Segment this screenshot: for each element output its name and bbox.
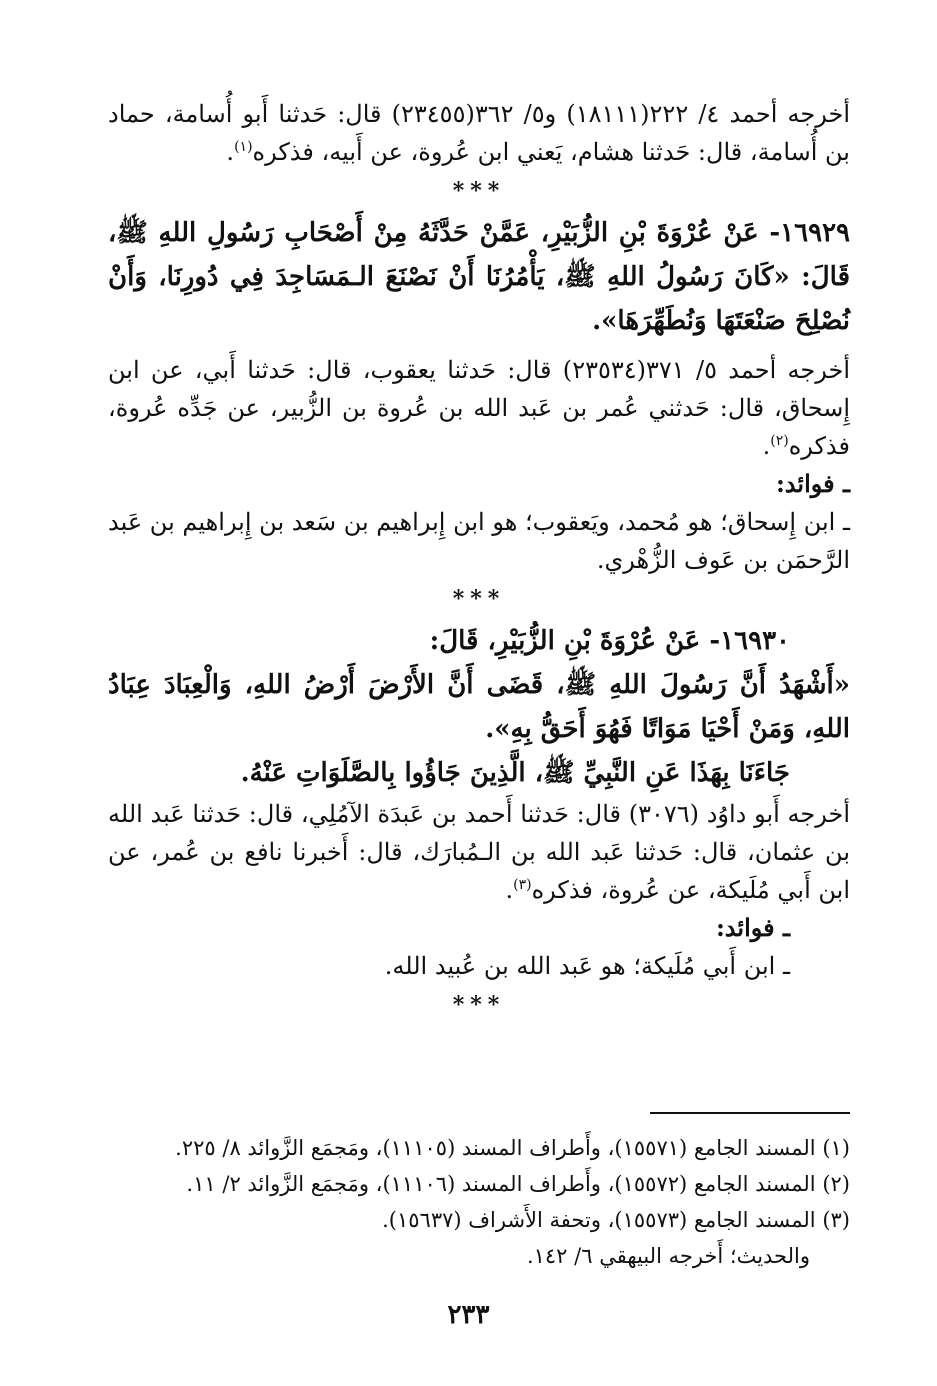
- fawaid-heading: ـ فوائد:: [775, 469, 850, 498]
- footnote-1: (١) المسند الجامع (١٥٥٧١)، وأَطراف المسند (١١١٠٥)، ومَجمَع الزَّوائد ٨/ ٢٢٥.: [175, 1136, 850, 1160]
- footnote-ref-3[interactable]: (٣): [513, 877, 532, 893]
- hadith-16929: ١٦٩٢٩- عَنْ عُرْوَةَ بْنِ الزُّبَيْرِ، عَمَّنْ حَدَّثَهُ مِنْ أَصْحَابِ رَسُولِ اللهِ ﷺ، قَالَ: «كَانَ رَسُولُ اللهِ ﷺ، يَأْمُرُنَا أَنْ نَصْنَعَ الـمَسَاجِدَ فِي دُورِنَا، وَأَنْ نُصْلِحَ صَنْعَتَهَا وَنُطَهِّرَهَا».: [108, 218, 850, 336]
- takhrij-paragraph-1: أخرجه أحمد ٤/ ٢٢٢(١٨١١١) و٥/ ٣٦٢(٢٣٤٥٥) قال: حَدثنا أَبو أُسامة، حماد بن أُسامة، قال: حَدثنا هشام، يَعني ابن عُروة، عن أَبيه، فذكره$^{(١)}$.: [108, 100, 850, 166]
- footnote-2: (٢) المسند الجامع (١٥٥٧٢)، وأَطراف المسند (١١١٠٦)، ومَجمَع الزَّوائد ٢/ ١١.: [186, 1172, 850, 1196]
- footnote-3-continuation: والحديث؛ أَخرجه البيهقي ٦/ ١٤٢.: [526, 1244, 810, 1268]
- fawaid-note-1: ـ ابن إِسحاق؛ هو مُحمد، ويَعقوب؛ هو ابن إِبراهيم بن سَعد بن إِبراهيم بن عَبد الرَّحمَن بن عَوف الزُّهْري.: [108, 508, 850, 574]
- takhrij-paragraph-2: أخرجه أحمد ٥/ ٣٧١(٢٣٥٣٤) قال: حَدثنا يعقوب، قال: حَدثنا أَبي، عن ابن إِسحاق، قال: حَدثني عُمر بن عَبد الله بن عُروة بن الزُّبير، عن جَدِّه عُروة، فذكره$^{(٢)}$.: [108, 356, 850, 460]
- hadith-16930-header: ١٦٩٣٠- عَنْ عُرْوَةَ بْنِ الزُّبَيْرِ، قَالَ:: [429, 626, 790, 656]
- footnote-ref-2[interactable]: (٢): [770, 433, 789, 449]
- footnotes: [108, 1130, 850, 1274]
- footnote-separator-line: [650, 1112, 850, 1114]
- page-body: [108, 95, 850, 1025]
- footnote-ref-1[interactable]: (١): [234, 139, 253, 155]
- hadith-16930-chain: جَاءَنَا بِهَذَا عَنِ النَّبِيِّ ﷺ، الَّذِينَ جَاؤُوا بِالصَّلَوَاتِ عَنْهُ.: [240, 758, 790, 788]
- page-number: ٢٣٣: [447, 1300, 490, 1330]
- hadith-16930-text: «أَشْهَدُ أَنَّ رَسُولَ اللهِ ﷺ، قَضَى أَنَّ الأَرْضَ أَرْضُ اللهِ، وَالْعِبَادَ عِبَادُ اللهِ، وَمَنْ أَحْيَا مَوَاتًا فَهُوَ أَحَقُّ بِهِ».: [108, 670, 850, 744]
- fawaid-note-2: ـ ابن أَبي مُلَيكة؛ هو عَبد الله بن عُبيد الله.: [384, 952, 790, 980]
- section-separator: ***: [452, 586, 506, 612]
- fawaid-heading: ـ فوائد:: [715, 913, 790, 942]
- section-separator: ***: [452, 178, 506, 204]
- footnote-3: (٣) المسند الجامع (١٥٥٧٣)، وتحفة الأَشراف (١٥٦٣٧).: [382, 1208, 850, 1232]
- takhrij-paragraph-3: أخرجه أَبو داوُد (٣٠٧٦) قال: حَدثنا أَحمد بن عَبدَة الآمُلِي، قال: حَدثنا عَبد الله بن عثمان، قال: حَدثنا عَبد الله بن الـمُبارَك، قال: أَخبرنا نافع بن عُمر، عن ابن أَبي مُلَيكة، عن عُروة، فذكره$^{(٣)}$.: [108, 800, 851, 904]
- section-separator: ***: [452, 992, 506, 1018]
